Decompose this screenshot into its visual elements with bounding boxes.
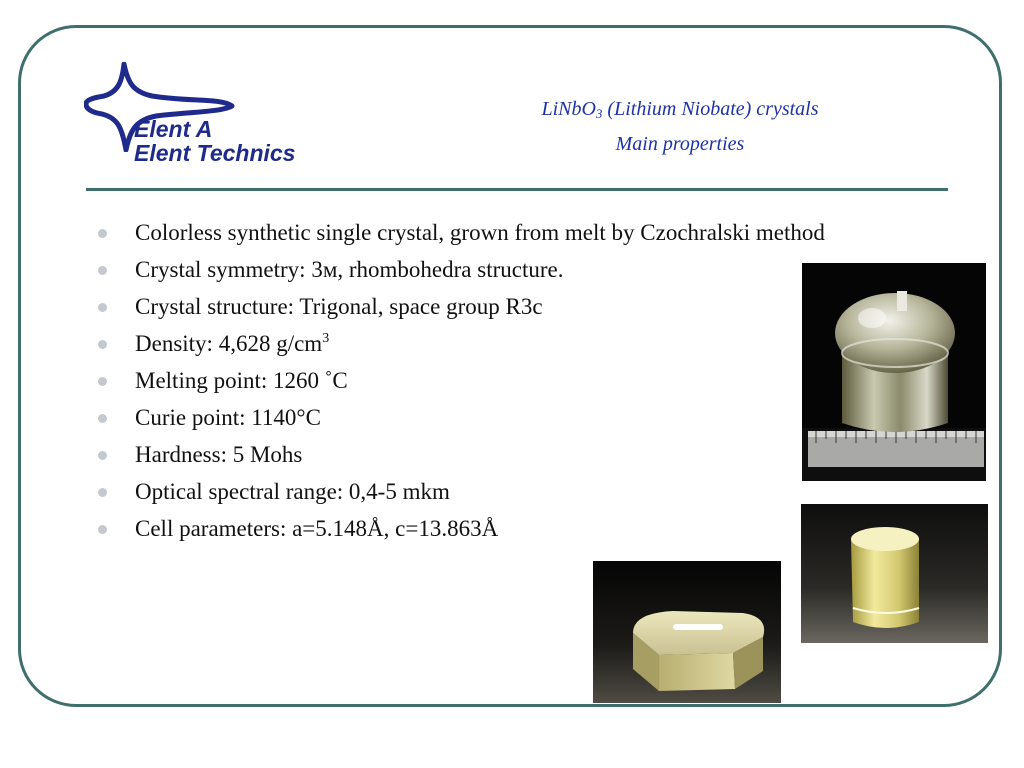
logo-text-line2: Elent Technics	[134, 140, 296, 166]
crystal-block-photo	[593, 561, 781, 703]
bullet-icon	[98, 377, 107, 386]
bullet-icon	[98, 229, 107, 238]
slide-title	[480, 94, 880, 159]
list-item: Density: 4,628 $g/cm^3$	[98, 329, 898, 358]
crystal-boule-photo	[802, 263, 986, 481]
bullet-icon	[98, 488, 107, 497]
company-logo	[84, 62, 344, 172]
logo-text-line1: Elent A	[134, 116, 213, 142]
crystal-cylinder-photo	[801, 504, 988, 643]
bullet-icon	[98, 266, 107, 275]
title-line2: Main properties	[615, 133, 745, 155]
list-item: Crystal symmetry: 3м, rhombohedra structure.	[98, 255, 898, 284]
list-item: Hardness: 5 Mohs	[98, 440, 898, 469]
title-subscript: 3	[595, 106, 603, 121]
bullet-icon	[98, 340, 107, 349]
title-line1: LiNbO$_3$ (Lithium Niobate) crystals	[541, 98, 819, 121]
list-item: Curie point: 1140°C	[98, 403, 898, 432]
property-list	[98, 218, 898, 551]
list-item: Melting point: 1260 ˚C	[98, 366, 898, 395]
bullet-icon	[98, 451, 107, 460]
bullet-icon	[98, 303, 107, 312]
list-item: Colorless synthetic single crystal, grown from melt by Czochralski method	[98, 218, 898, 247]
bullet-icon	[98, 414, 107, 423]
list-item: Cell parameters: a=5.148Å, c=13.863Å	[98, 514, 898, 543]
list-item: Optical spectral range: 0,4-5 mkm	[98, 477, 898, 506]
bullet-icon	[98, 525, 107, 534]
list-item: Crystal structure: Trigonal, space group R3c	[98, 292, 898, 321]
title-divider	[86, 188, 948, 191]
